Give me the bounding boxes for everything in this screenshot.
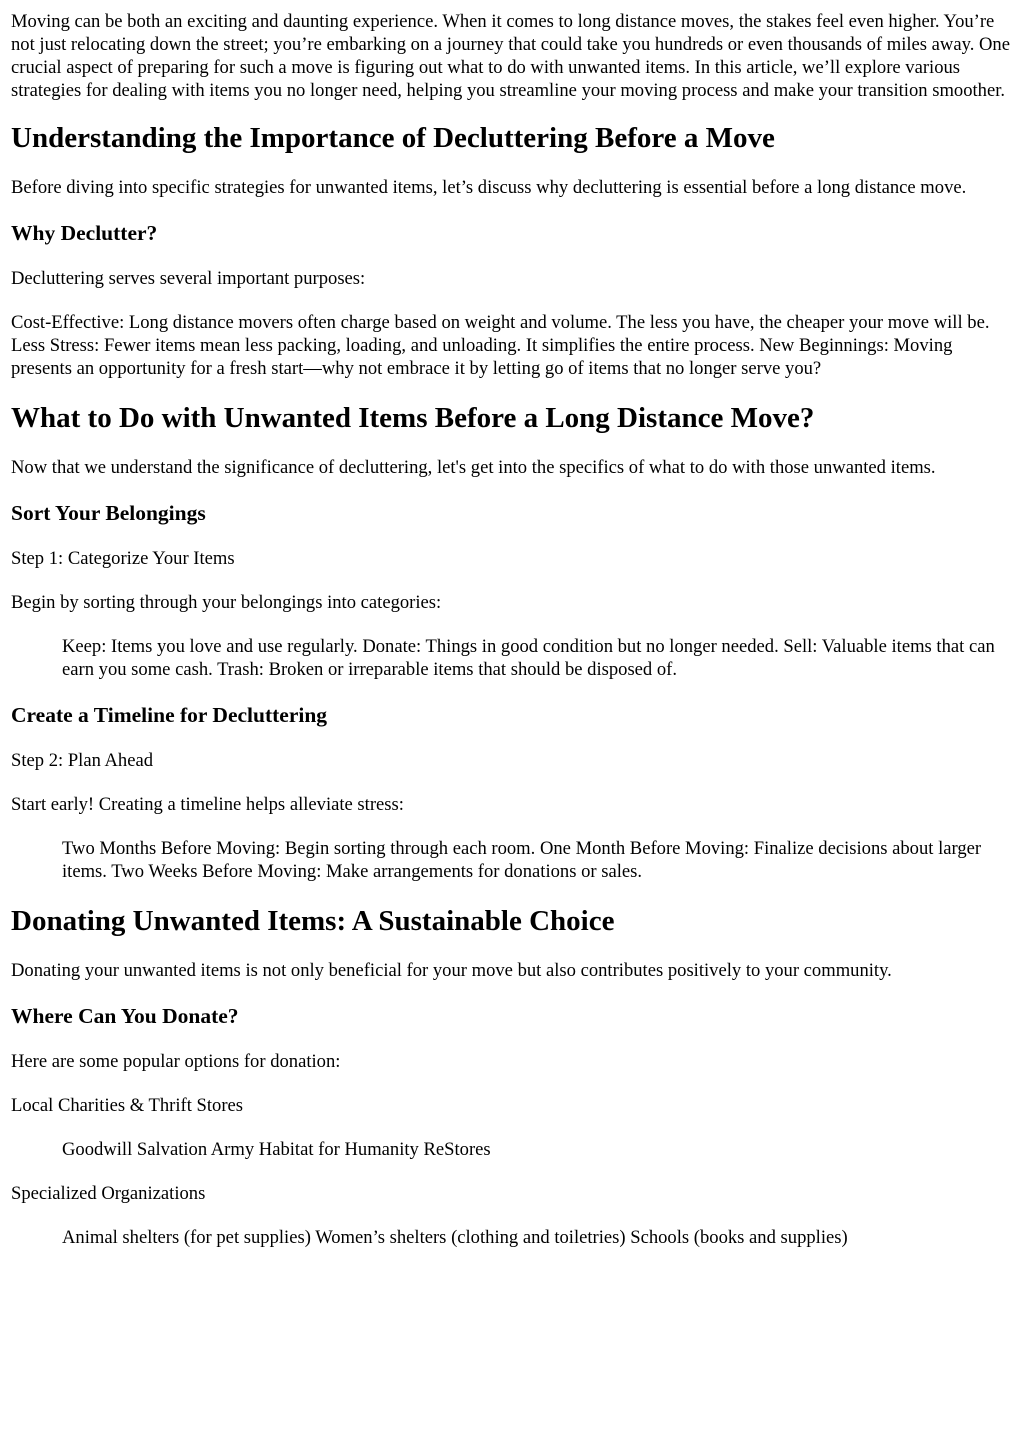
section-lead-unwanted-items: Now that we understand the significance of decluttering, let's get into the specifics of what to do with those unwanted items. <box>11 457 936 478</box>
section-heading-donating: Donating Unwanted Items: A Sustainable Choice <box>11 905 615 937</box>
section-lead-decluttering: Before diving into specific strategies for unwanted items, let’s discuss why decluttering is essential before a long distance move. <box>11 177 967 198</box>
local-charities-label: Local Charities & Thrift Stores <box>11 1095 244 1116</box>
intro-paragraph: Moving can be both an exciting and daunting experience. When it comes to long distance moves, the stakes feel even higher. You’re not just relocating down the street; you’re embarking on a journey that could take you hundreds or even thousands of miles away. One crucial aspect of preparing for such a move is figuring out what to do with unwanted items. In this article, we’ll explore various strategies for dealing with items you no longer need, helping you streamline your moving process and make your transition smoother. <box>11 11 1010 101</box>
section-heading-unwanted-items: What to Do with Unwanted Items Before a Long Distance Move? <box>11 402 815 434</box>
why-declutter-body: Cost-Effective: Long distance movers often charge based on weight and volume. The less you have, the cheaper your move will be. Less Stress: Fewer items mean less packing, loading, and unloading. It simplifies the entire process. New Beginnings: Moving presents an opportunity for a fresh start—why not embrace it by letting go of items that no longer serve you? <box>11 312 990 379</box>
section-heading-decluttering-importance: Understanding the Importance of Decluttering Before a Move <box>11 122 775 154</box>
step2-label: Step 2: Plan Ahead <box>11 750 154 771</box>
why-declutter-lead: Decluttering serves several important purposes: <box>11 268 366 289</box>
section-lead-donating: Donating your unwanted items is not only beneficial for your move but also contributes positively to your community. <box>11 960 892 981</box>
step2-lead: Start early! Creating a timeline helps alleviate stress: <box>11 794 404 815</box>
step2-timeline-list: Two Months Before Moving: Begin sorting through each room. One Month Before Moving: Finalize decisions about larger items. Two Weeks Before Moving: Make arrangements for donations or sales. <box>62 838 982 882</box>
step1-category-list: Keep: Items you love and use regularly. Donate: Things in good condition but no longer needed. Sell: Valuable items that can earn you some cash. Trash: Broken or irreparable items that should be disposed of. <box>62 636 995 680</box>
specialized-orgs-list: Animal shelters (for pet supplies) Women’s shelters (clothing and toiletries) Schools (books and supplies) <box>62 1227 848 1248</box>
local-charities-list: Goodwill Salvation Army Habitat for Humanity ReStores <box>62 1139 491 1160</box>
subheading-timeline: Create a Timeline for Decluttering <box>11 703 328 727</box>
subheading-why-declutter: Why Declutter? <box>11 221 158 245</box>
subheading-where-donate: Where Can You Donate? <box>11 1004 239 1028</box>
step1-lead: Begin by sorting through your belongings into categories: <box>11 592 442 613</box>
step1-label: Step 1: Categorize Your Items <box>11 548 235 569</box>
where-donate-lead: Here are some popular options for donation: <box>11 1051 341 1072</box>
subheading-sort-belongings: Sort Your Belongings <box>11 501 206 525</box>
specialized-orgs-label: Specialized Organizations <box>11 1183 206 1204</box>
